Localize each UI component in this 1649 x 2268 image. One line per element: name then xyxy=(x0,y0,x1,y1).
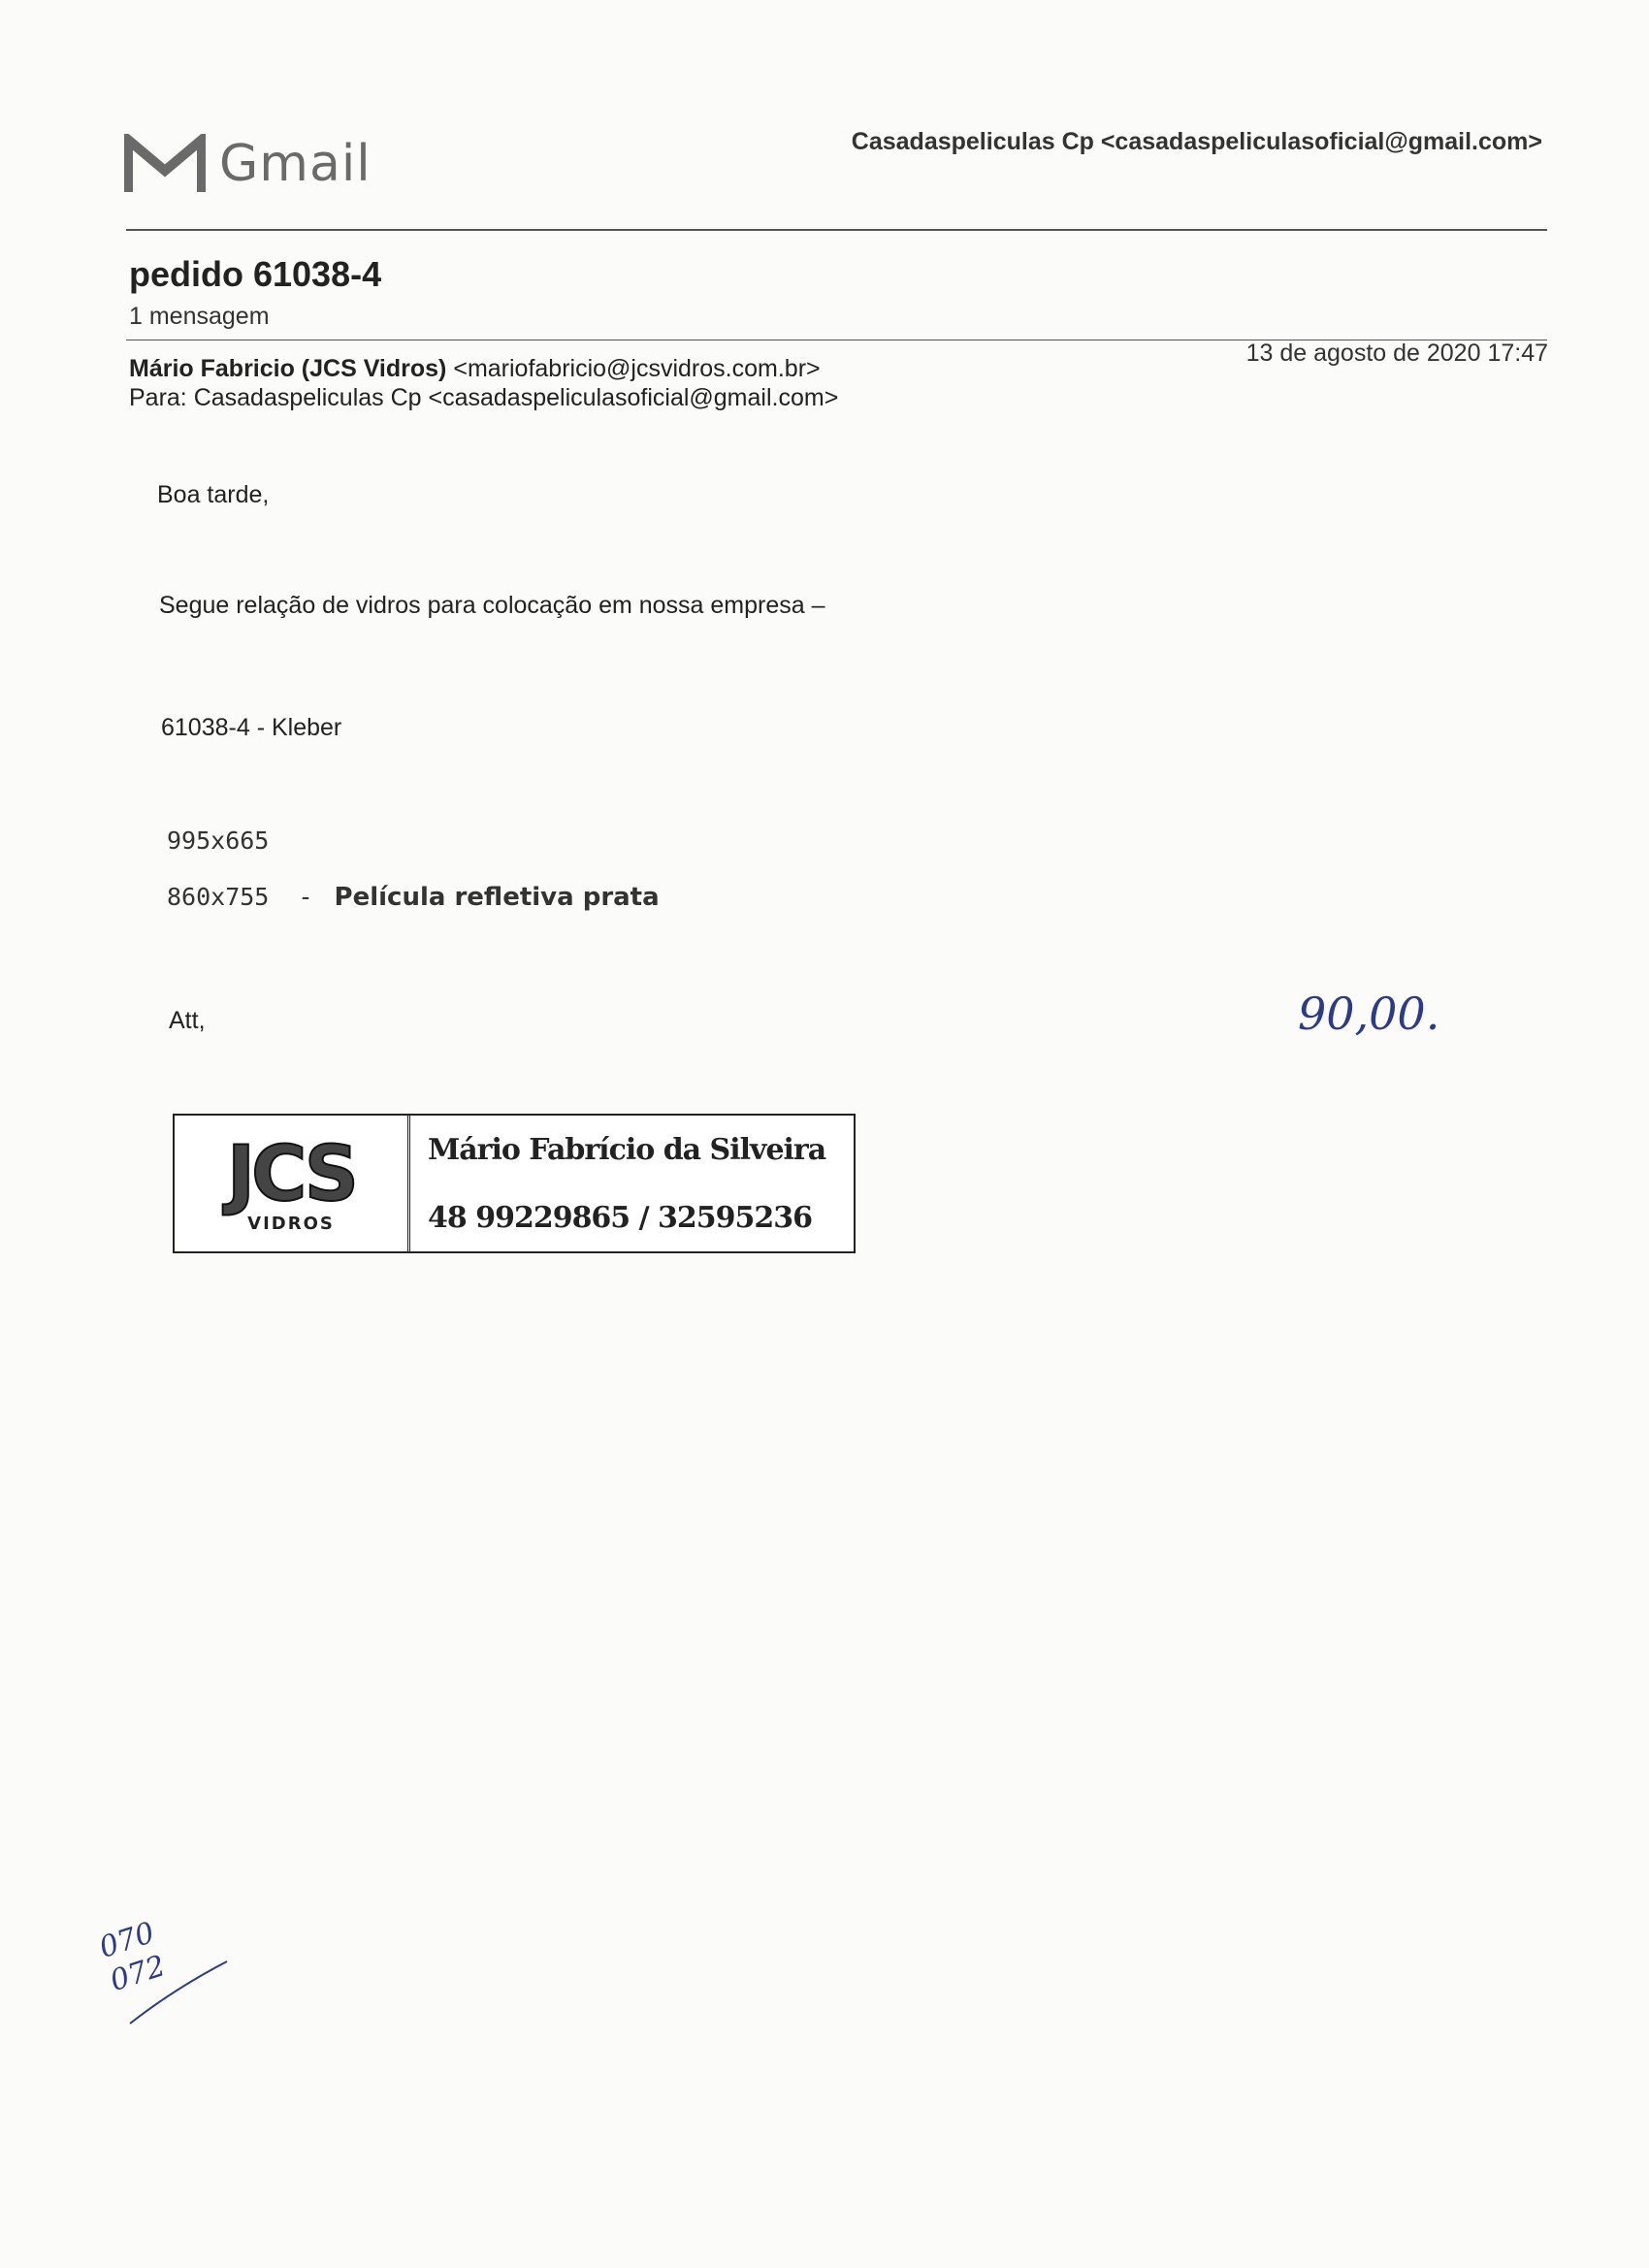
handwritten-note-line: 070 xyxy=(95,1915,159,1965)
gmail-logo xyxy=(124,134,372,194)
recipient-line: Para: Casadaspeliculas Cp <casadaspeliculasoficial@gmail.com> xyxy=(129,384,839,411)
item-row xyxy=(167,883,660,912)
closing: Att, xyxy=(169,1007,206,1034)
greeting: Boa tarde, xyxy=(157,481,270,508)
signature-name: Mário Fabrício da Silveira xyxy=(428,1132,826,1167)
jcs-logo-icon xyxy=(194,1130,388,1237)
sender-email: <mariofabricio@jcsvidros.com.br> xyxy=(453,355,821,382)
message-date: 13 de agosto de 2020 17:47 xyxy=(1245,340,1548,367)
account-label: Casadaspeliculas Cp <casadaspeliculasoficial@gmail.com> xyxy=(851,128,1542,155)
gmail-wordmark: Gmail xyxy=(219,135,372,193)
signature-phone: 48 99229865 / 32595236 xyxy=(428,1200,813,1235)
handwritten-price: 90,00. xyxy=(1298,988,1440,1040)
intro-text: Segue relação de vidros para colocação em nossa empresa – xyxy=(159,592,825,619)
gmail-m-icon xyxy=(124,134,206,194)
email-subject: pedido 61038-4 xyxy=(129,254,382,294)
jcs-vidros-logo xyxy=(175,1116,410,1251)
signature-info xyxy=(410,1116,854,1251)
header-divider xyxy=(126,229,1547,231)
item-dimension: 860x755 - xyxy=(167,883,313,911)
message-count: 1 mensagem xyxy=(129,303,270,330)
email-signature xyxy=(173,1114,856,1253)
handwritten-stroke xyxy=(126,1950,233,2027)
handwritten-note-line: 072 xyxy=(106,1949,170,1999)
sender-line xyxy=(129,355,821,383)
svg-text:VIDROS: VIDROS xyxy=(247,1214,335,1234)
svg-text:JCS: JCS xyxy=(227,1131,355,1218)
item-dimension: 995x665 xyxy=(167,826,270,855)
sender-name: Mário Fabricio (JCS Vidros) xyxy=(129,355,447,382)
product-description: Película refletiva prata xyxy=(334,883,660,912)
order-reference: 61038-4 - Kleber xyxy=(161,714,342,741)
